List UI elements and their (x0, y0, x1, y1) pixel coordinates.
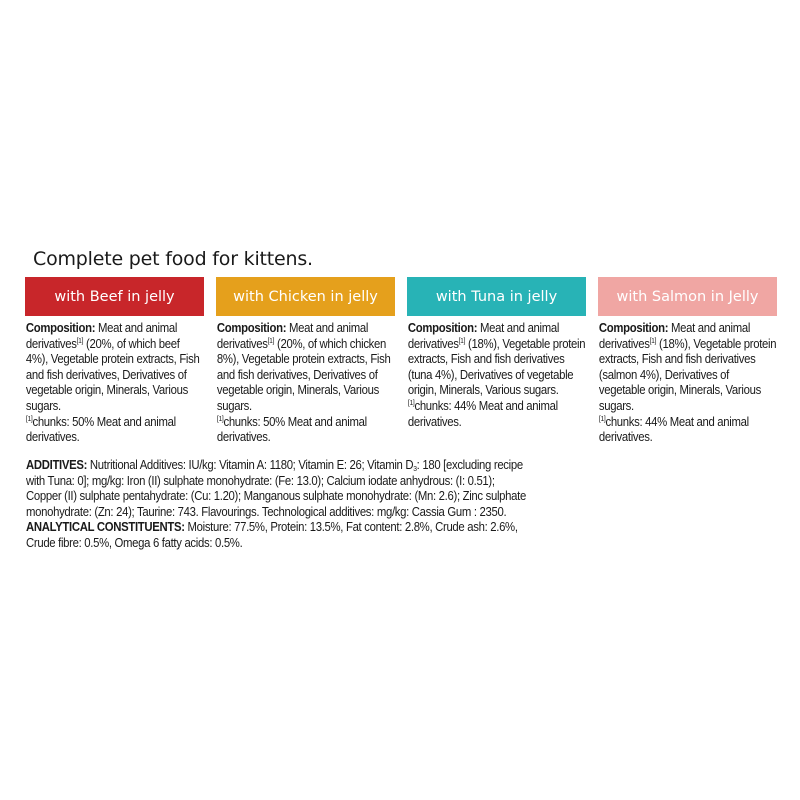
vitamin-d-subscript: 3 (413, 464, 417, 473)
footnote-marker: [1] (407, 397, 415, 407)
footnote-marker: [1] (458, 335, 466, 345)
composition-text (407, 321, 586, 430)
footnote-marker: [1] (25, 413, 33, 423)
composition-label: Composition: (25, 321, 96, 335)
composition-post: (20%, of which beef 4%), Vegetable protein extracts, Fish and fish derivatives, Derivatives of vegetable origin, Minerals, Various sugars. (25, 336, 200, 413)
page-title: Complete pet food for kittens. (33, 248, 313, 270)
variant-column-salmon (598, 277, 777, 446)
footnote-text: chunks: 50% Meat and animal derivatives. (25, 414, 176, 445)
variant-label-chicken: with Chicken in jelly (216, 277, 395, 316)
footnote-text: chunks: 44% Meat and animal derivatives. (598, 414, 749, 445)
variant-label-beef: with Beef in jelly (25, 277, 204, 316)
footnote-text: chunks: 44% Meat and animal derivatives. (407, 398, 558, 429)
footnote-marker: [1] (267, 335, 275, 345)
footnote-marker: [1] (649, 335, 657, 345)
composition-label: Composition: (216, 321, 287, 335)
footnote-marker: [1] (216, 413, 224, 423)
composition-pre: Meat and animal derivatives (25, 321, 178, 351)
additives-section (26, 458, 530, 552)
composition-post: (18%), Vegetable protein extracts, Fish and fish derivatives (tuna 4%), Derivatives of vegetable origin, Minerals, Various sugars. (407, 336, 586, 398)
composition-pre: Meat and animal derivatives (216, 321, 369, 351)
composition-pre: Meat and animal derivatives (598, 321, 751, 351)
composition-post: (18%), Vegetable protein extracts, Fish and fish derivatives (salmon 4%), Derivatives of vegetable origin, Minerals, Various sugars. (598, 336, 777, 413)
additives-text-post: : 180 [excluding recipe with Tuna: 0]; mg/kg: Iron (II) sulphate monohydrate: (Fe: 13.0); Calcium iodate anhydrous: (I: 0.51); Copper (II) sulphate pentahydrate: (Cu: 1.20); Manganous sulphate monohydrate: (Mn: 2.6); Zinc sulphate monohydrate: (Zn: 24); Taurine: 743. Flavourings. Technological additives: mg/kg: Cassia Gum : 2350. (26, 458, 526, 519)
additives-label: ADDITIVES: (26, 458, 88, 472)
variant-label-salmon: with Salmon in Jelly (598, 277, 777, 316)
variant-label-tuna: with Tuna in jelly (407, 277, 586, 316)
analytical-text: Moisture: 77.5%, Protein: 13.5%, Fat content: 2.8%, Crude ash: 2.6%, Crude fibre: 0.5%, Omega 6 fatty acids: 0.5%. (26, 520, 518, 550)
composition-pre: Meat and animal derivatives (407, 321, 560, 351)
additives-text-pre: Nutritional Additives: IU/kg: Vitamin A: 1180; Vitamin E: 26; Vitamin D (87, 458, 414, 472)
variant-column-tuna (407, 277, 586, 430)
variant-column-beef (25, 277, 204, 446)
analytical-label: ANALYTICAL CONSTITUENTS: (26, 520, 185, 535)
composition-post: (20%, of which chicken 8%), Vegetable protein extracts, Fish and fish derivatives, Derivatives of vegetable origin, Minerals, Various sugars. (216, 336, 391, 413)
footnote-marker: [1] (598, 413, 606, 423)
footnote-text: chunks: 50% Meat and animal derivatives. (216, 414, 367, 445)
footnote-marker: [1] (76, 335, 84, 345)
composition-label: Composition: (407, 321, 478, 335)
composition-text (216, 321, 395, 446)
variant-column-chicken (216, 277, 395, 446)
composition-text (25, 321, 204, 446)
composition-text (598, 321, 777, 446)
composition-label: Composition: (598, 321, 669, 335)
